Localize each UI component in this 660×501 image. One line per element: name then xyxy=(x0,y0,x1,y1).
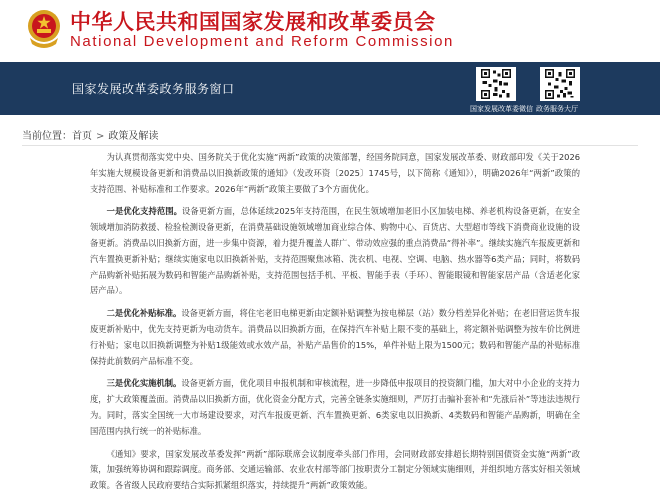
paragraph-text: 设备更新方面，将住宅老旧电梯更新由定额补贴调整为按电梯层（站）数分档差异化补贴；在老旧营运货车报废更新补贴中，优先支持更新为电动货车。消费品以旧换新方面，在保持汽车补贴上限不变的基础上，将定额补贴调整为按车价比例进行补贴；家电以旧换新调整为补贴1级能效或水效产品，补贴产品售价的15%，单件补贴上限为1500元；数码和智能产品的补贴标准保持此前数码产品标准不变。 xyxy=(90,308,580,366)
service-hall-qr-label: 政务服务大厅 xyxy=(536,105,578,113)
paragraph-lead: 一是优化支持范围。 xyxy=(106,206,182,217)
banner-title: 国家发展改革委政务服务窗口 xyxy=(72,82,235,96)
breadcrumb-home-link[interactable]: 首页 xyxy=(72,131,92,142)
article-paragraph-requirements xyxy=(90,447,580,494)
breadcrumb-prefix: 当前位置： xyxy=(22,131,72,142)
breadcrumb-divider xyxy=(22,145,638,146)
national-emblem-icon xyxy=(26,8,62,48)
article-body xyxy=(90,150,580,501)
paragraph-lead: 三是优化实施机制。 xyxy=(106,378,182,389)
qr-code-icon xyxy=(542,69,578,99)
paragraph-text: 设备更新方面，总体延续2025年支持范围，在民生领域增加老旧小区加装电梯、养老机构设备更新，在安全领域增加消防救援、检验检测设备更新，在消费基础设施领域增加商业综合体、购物中心、百货店、大型超市等线下消费商业设施的设备更新。消费品以旧换新方面，进一步集中资源，着力提升覆盖人群广、带动效应强的重点消费品“得补率”。继续实施汽车报废更新和汽车置换更新补贴；继续实施家电以旧换新补贴，支持范围聚焦冰箱、洗衣机、电视、空调、电脑、热水器等6类产品；同时，将数码产品购新补贴拓展为数码和智能产品购新补贴，支持范围包括手机、平板、智能手表（手环）、智能眼镜和智能家居产品（含适老化家居产品）。 xyxy=(90,206,580,296)
article-paragraph-scope xyxy=(90,204,580,299)
paragraph-lead: 二是优化补贴标准。 xyxy=(106,308,182,319)
wechat-qr-code[interactable] xyxy=(476,67,516,101)
article-paragraph-intro xyxy=(90,150,580,197)
paragraph-text: 《通知》要求，国家发展改革委发挥“两新”部际联席会议制度牵头部门作用，会同财政部安排超长期特别国债资金实施“两新”政策，加强统筹协调和跟踪调度。商务部、交通运输部、农业农村部等部门按职责分工制定分领域实施细则，并组织地方落实好相关领域政策。各省级人民政府要结合实际抓紧组织落实，持续提升“两新”政策效能。 xyxy=(90,448,580,491)
wechat-qr-label: 国家发展改革委微信 xyxy=(470,105,533,113)
breadcrumb-separator: > xyxy=(96,131,105,142)
breadcrumb-current-link[interactable]: 政策及解读 xyxy=(108,131,159,142)
qr-code-icon xyxy=(478,69,514,99)
article-paragraph-mechanism xyxy=(90,376,580,439)
service-hall-qr-code[interactable] xyxy=(540,67,580,101)
article-paragraph-subsidy xyxy=(90,306,580,369)
breadcrumb xyxy=(22,127,158,142)
site-title-cn: 中华人民共和国国家发展和改革委员会 xyxy=(70,10,436,34)
service-banner xyxy=(0,62,660,115)
site-masthead xyxy=(0,0,660,60)
site-title-en: National Development and Reform Commission xyxy=(70,33,455,50)
paragraph-text: 为认真贯彻落实党中央、国务院关于优化实施“两新”政策的决策部署，经国务院同意，国家发展改革委、财政部印发《关于2026年实施大规模设备更新和消费品以旧换新政策的通知》（发改环资〔2025〕1745号，以下简称《通知》），明确2026年“两新”政策的支持范围、补贴标准和工作要求。2026年“两新”政策主要做了3个方面优化。 xyxy=(90,152,580,194)
paragraph-text: 设备更新方面，优化项目申报机制和审核流程，进一步降低申报项目的投资额门槛，加大对中小企业的支持力度，扩大政策覆盖面。消费品以旧换新方面，优化资金分配方式，完善全链条实施细则，严厉打击骗补套补和“先涨后补”等违法违规行为。同时，落实全国统一大市场建设要求，对汽车报废更新、汽车置换更新、6类家电以旧换新、4类数码和智能产品购新，明确在全国范围内执行统一的补贴标准。 xyxy=(90,378,580,436)
